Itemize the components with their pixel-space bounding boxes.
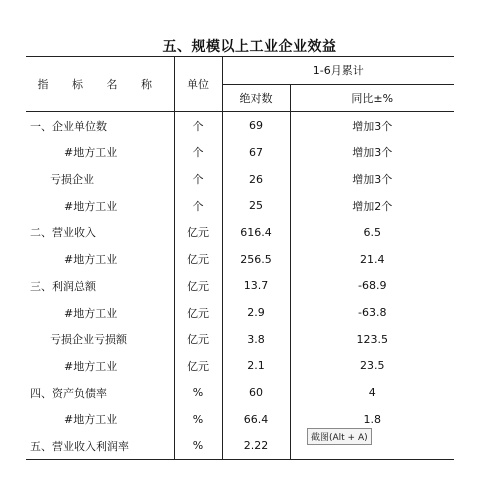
- row-absolute-value: 69: [222, 112, 290, 139]
- row-absolute-value: 3.8: [222, 326, 290, 353]
- row-unit: %: [174, 406, 222, 433]
- table-row: [26, 299, 454, 326]
- row-absolute-value: 26: [222, 166, 290, 193]
- row-indicator: #地方工业: [64, 413, 118, 427]
- row-unit: %: [174, 379, 222, 406]
- table-row: [26, 139, 454, 166]
- row-unit: 亿元: [174, 273, 222, 300]
- table-row: [26, 192, 454, 219]
- header-absolute: 绝对数: [222, 84, 290, 112]
- row-yoy-change: 23.5: [290, 353, 454, 380]
- row-indicator: 一、企业单位数: [30, 119, 107, 133]
- row-absolute-value: 256.5: [222, 246, 290, 273]
- row-indicator: #地方工业: [64, 253, 118, 267]
- row-indicator: #地方工业: [64, 359, 118, 373]
- row-indicator: 亏损企业: [50, 173, 94, 187]
- row-unit: 个: [174, 139, 222, 166]
- header-unit: 单位: [174, 57, 222, 112]
- table-row: [26, 246, 454, 273]
- row-yoy-change: 4: [290, 379, 454, 406]
- row-unit: %: [174, 433, 222, 460]
- row-unit: 亿元: [174, 246, 222, 273]
- row-indicator: 五、营业收入利润率: [26, 433, 174, 460]
- row-absolute-value: 2.22: [222, 433, 290, 460]
- row-indicator: #地方工业: [64, 199, 118, 213]
- row-unit: 个: [174, 166, 222, 193]
- table-row: [26, 353, 454, 380]
- header-period: 1-6月累计: [222, 57, 454, 85]
- row-absolute-value: 2.1: [222, 353, 290, 380]
- row-yoy-change: 123.5: [290, 326, 454, 353]
- row-yoy-change: 增加2个: [290, 192, 454, 219]
- row-indicator: #地方工业: [64, 306, 118, 320]
- row-yoy-change: 21.4: [290, 246, 454, 273]
- table-header: [26, 57, 454, 112]
- screenshot-tooltip: 截图(Alt + A): [307, 428, 372, 445]
- row-indicator: #地方工业: [64, 146, 118, 160]
- row-absolute-value: 60: [222, 379, 290, 406]
- row-indicator: 二、营业收入: [30, 226, 96, 240]
- row-absolute-value: 25: [222, 192, 290, 219]
- row-indicator: 四、资产负债率: [30, 386, 107, 400]
- table-row: [26, 273, 454, 300]
- row-unit: 亿元: [174, 353, 222, 380]
- row-yoy-change: 增加3个: [290, 139, 454, 166]
- header-yoy: 同比±%: [290, 84, 454, 112]
- row-yoy-change: 增加3个: [290, 112, 454, 139]
- row-absolute-value: 67: [222, 139, 290, 166]
- table-row: [26, 166, 454, 193]
- table-title: 五、规模以上工业企业效益: [162, 39, 337, 55]
- stats-table: [26, 56, 454, 460]
- row-yoy-change: -68.9: [290, 273, 454, 300]
- stats-table-container: [26, 56, 454, 460]
- table-row: [26, 112, 454, 139]
- row-indicator: 三、利润总额: [30, 279, 96, 293]
- row-absolute-value: 616.4: [222, 219, 290, 246]
- table-row: [26, 379, 454, 406]
- row-unit: 亿元: [174, 219, 222, 246]
- row-yoy-change: -63.8: [290, 299, 454, 326]
- table-row: [26, 433, 454, 460]
- row-unit: 个: [174, 192, 222, 219]
- row-unit: 个: [174, 112, 222, 139]
- header-indicator: 指 标 名 称: [26, 57, 174, 112]
- table-row: [26, 219, 454, 246]
- row-unit: 亿元: [174, 299, 222, 326]
- row-indicator: 亏损企业亏损额: [50, 333, 127, 347]
- row-absolute-value: 66.4: [222, 406, 290, 433]
- row-absolute-value: 2.9: [222, 299, 290, 326]
- row-unit: 亿元: [174, 326, 222, 353]
- row-absolute-value: 13.7: [222, 273, 290, 300]
- table-row: [26, 326, 454, 353]
- table-body: [26, 112, 454, 460]
- row-yoy-change: 增加3个: [290, 166, 454, 193]
- row-yoy-change: 6.5: [290, 219, 454, 246]
- table-row: [26, 406, 454, 433]
- row-yoy-change: 1.8: [290, 406, 454, 433]
